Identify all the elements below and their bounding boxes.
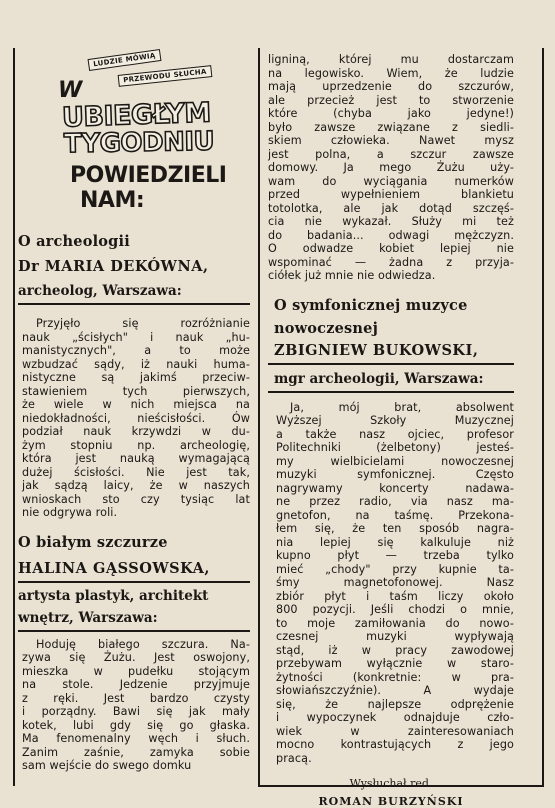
statement-bukowski [268,401,514,766]
statement-gassowska-continued [268,53,514,283]
section-rat-title: O białym szczurze [18,533,168,551]
text-line: ligniną, której mu dostarczam [268,53,514,66]
rule-2 [18,581,250,583]
text-line: wnioskach sto czy tysiąc lat [22,492,250,506]
role-gassowska-1: artysta plastyk, architekt [18,587,209,604]
section-music-title-1: O symfonicznej muzyce [274,296,468,314]
text-line: pracą. [276,751,312,765]
text-line: muzyki symfonicznej. Często [276,468,514,481]
rule-4 [268,363,514,365]
column-divider [258,48,260,786]
text-line: kupno płyt — trzeba tylko [276,549,514,562]
text-line: wam do wyciągania numerków [268,174,514,188]
header-line2: TYGODNIU [63,126,215,160]
text-line: wspominać — żadna z przyja- [268,255,514,269]
text-line: stawieniem tych pierwszych, [22,384,250,398]
person-gassowska: HALINA GĄSSOWSKA, [18,559,210,577]
text-line: Wyższej Szkoły Muzycznej [276,414,514,427]
tag-listening: PRZEWODU SŁUCHA [118,65,213,87]
text-line: słowiańszczyźnie). A wydaje [276,684,514,697]
text-line: Hoduję białego szczura. Na- [36,637,250,651]
statement-dekowna [18,317,250,520]
text-line: mają uprzedzenie do szczurów, [268,80,514,93]
text-line: że wiele w nich miejsca na [22,398,250,411]
text-line: 800 pozycji. Jeśli chodzi o mnie, [276,603,514,616]
text-line: niedokładności, nieścisłości. Ów [22,411,250,425]
header-w: W [58,78,82,103]
text-line: mocno kontrastujących z jego [276,738,514,751]
rule-3 [18,630,250,632]
text-line: nie odgrywa roli. [22,506,118,519]
text-line: ne przez radio, via nasz ma- [276,495,514,508]
text-line: Zanim zaśnie, zamyka sobie [22,745,250,759]
person-dekowna: Dr MARIA DEKÓWNA, [18,258,209,275]
text-line: z ręki. Jest bardzo czysty [22,691,250,705]
role-dekowna: archeolog, Warszawa: [18,283,182,299]
rule-1 [18,303,250,305]
text-line: przed wypełnieniem blankietu [268,188,514,201]
text-line: na legowisko. Wiem, że ludzie [268,66,514,80]
text-line: nagrywamy koncerty nadawa- [276,481,514,495]
text-line: jest polna, a szczur zawsze [268,147,514,161]
text-line: Ma fenomenalny węch i słuch. [22,732,250,745]
text-line: nia lepiej się kalkuluje niż [276,535,514,549]
text-line: stąd, iż w pracy zawodowej [276,643,514,657]
text-line: mieszka w pudełku stojącym [22,664,250,678]
text-line: Przyjęło się rozróżnianie [36,317,250,330]
text-line: a także nasz ojciec, profesor [276,427,514,441]
text-line: było zawsze związane z siedli- [268,120,514,134]
text-line: zywa się Żużu. Jest oswojony, [22,651,250,664]
text-line: domowy. Ja mego Żużu uży- [268,161,514,174]
statement-gassowska [18,638,250,773]
text-line: czesnej muzyki wypływają [276,630,514,643]
text-line: manistycznych", a to może [22,344,250,357]
text-line: O odwadze kobiet lepiej nie [268,242,514,255]
left-border [13,48,15,786]
text-line: żytności (konkretnie: w pra- [276,670,514,684]
text-line: zbiór płyt i taśm liczy około [276,589,514,603]
text-line: dużej ścisłości. Nie jest tak, [22,465,250,479]
text-line: nistyczne są jakimś przeciw- [22,371,250,384]
signature-line-2: ROMAN BURZYŃSKI [318,795,464,808]
text-line: podział nauk krzywdzi w du- [22,425,250,438]
text-line: wiek w zainteresowaniach [276,724,514,738]
section-music-title-2: nowoczesnej [274,319,379,337]
right-column [268,53,514,808]
text-line: która jest nauką wymagającą [22,452,250,465]
text-line: my wielbicielami nowoczesnej [276,454,514,468]
left-column [18,233,250,773]
text-line: cia nie wykazał. Służy mi też [268,215,514,228]
text-line: nauk „ścisłych" i nauk „hu- [22,330,250,344]
right-border [542,48,544,786]
text-line: sam wejście do swego domku [22,759,192,772]
text-line: i porządny. Bawi się jak mały [22,705,250,718]
text-line: totolotka, ale jak dotąd szczęś- [268,201,514,215]
rule-5 [268,391,514,393]
text-line: śmy magnetofonowej. Nasz [276,576,514,589]
signature-line-1: Wysłuchał red. [349,777,433,790]
tag-people-say: LUDZIE MÓWIĄ [88,49,162,71]
text-line: do badania... odwagi mężczyzn. [268,228,514,242]
section-archaeology-title: O archeologii [18,233,130,250]
header-line3: POWIEDZIELI [70,163,227,188]
text-line: ale przecież jest to stworzenie [268,93,514,107]
text-line: Ja, mój brat, absolwent [290,400,514,414]
role-gassowska-2: wnętrz, Warszawa: [18,609,158,626]
text-line: gnetofon, na taśmę. Przekona- [276,508,514,522]
text-line: się, że najlepsze odprężenie [276,697,514,711]
text-line: na stole. Jedzenie przyjmuje [22,678,250,691]
text-line: jak sądzą laicy, że w naszych [22,479,250,492]
header-logo [58,48,228,223]
person-bukowski: ZBIGNIEW BUKOWSKI, [274,341,479,359]
role-bukowski: mgr archeologii, Warszawa: [274,370,484,387]
text-line: żym stopniu np. archeologię, [22,438,250,452]
text-line: i wypoczynek odnajduje czło- [276,711,514,724]
text-line: które (chyba jako jedyne!) [268,107,514,120]
text-line: ciółek już mnie nie odwiedza. [268,269,436,282]
text-line: kotek, lubi gdy się go głaska. [22,718,250,732]
text-line: Politechniki (żelbetony) jesteś- [276,441,514,454]
text-line: przebywam wyłącznie w staro- [276,657,514,670]
header-line4: NAM: [80,188,145,213]
text-line: wzbudzać sądy, iż nauki huma- [22,357,250,371]
text-line: skiem człowieka. Nawet mysz [268,134,514,147]
text-line: to moje zamiłowania do nowo- [276,616,514,630]
text-line: mieć „chody" przy kupnie ta- [276,562,514,576]
header-line1: UBIEGŁYM [61,97,212,134]
text-line: łem się, że ten sposób nagra- [276,522,514,535]
